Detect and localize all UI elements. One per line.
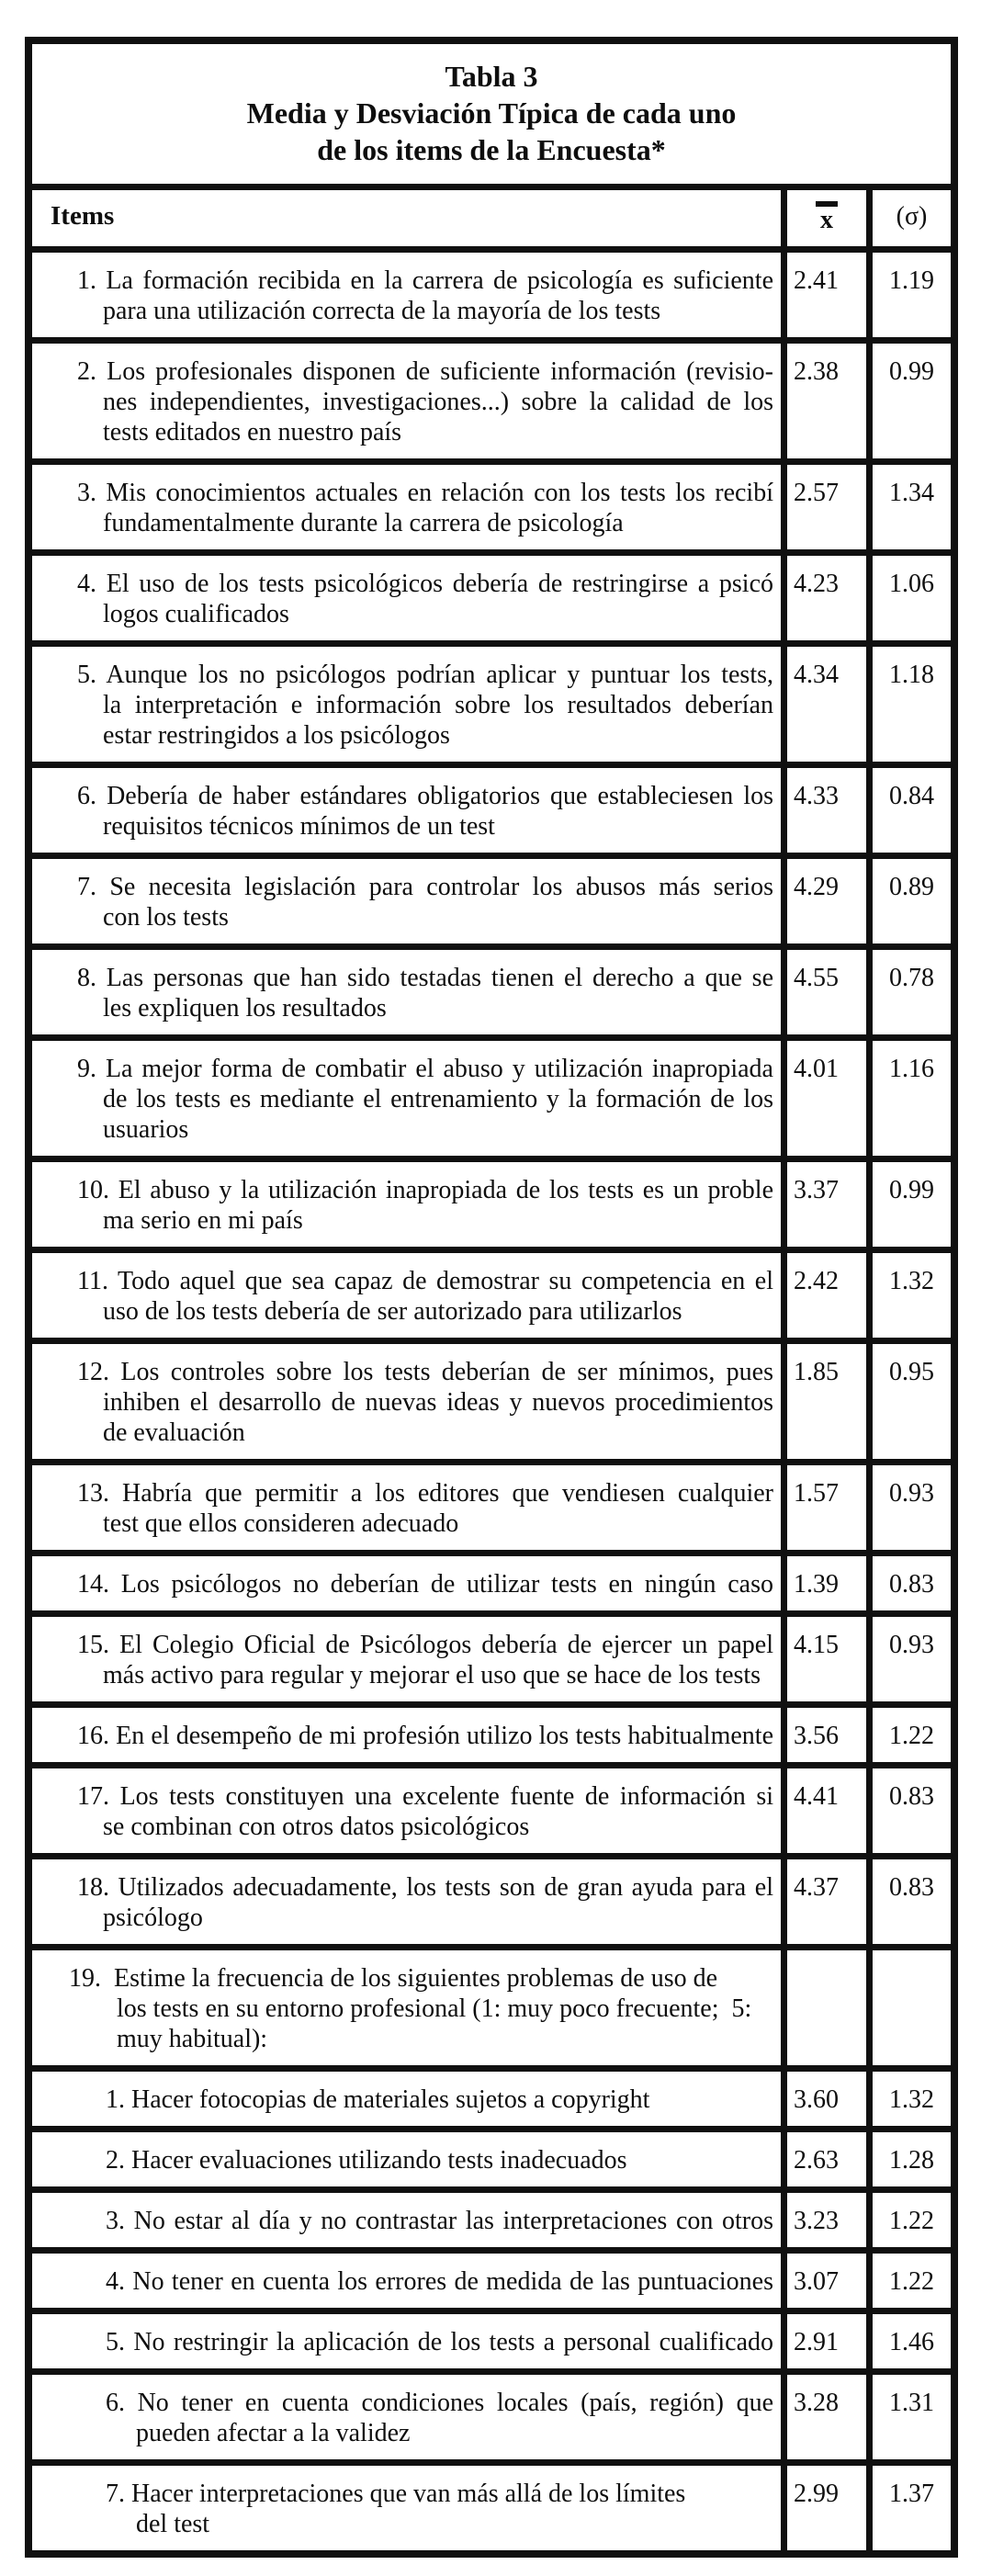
item-line: les expliquen los resultados (103, 994, 387, 1022)
item-line: 14. Los psicólogos no deberían de utilizar tests en ningún caso (77, 1570, 773, 1599)
item-line: tests editados en nuestro país (103, 418, 402, 446)
item-text (32, 1041, 781, 1156)
table-row (32, 1762, 951, 1853)
mean-value: 4.41 (781, 1768, 866, 1853)
item-text (32, 2375, 781, 2459)
item-line: 1. La formación recibida en la carrera de psicología es suficiente (77, 266, 773, 295)
mean-value: 4.37 (781, 1859, 866, 1944)
item-line: 1. Hacer fotocopias de materiales sujetos a copyright (106, 2085, 650, 2114)
item-line: 15. El Colegio Oficial de Psicólogos debería de ejercer un papel (77, 1631, 773, 1659)
item-text (32, 465, 781, 549)
mean-value: 1.57 (781, 1465, 866, 1550)
sd-value: 0.83 (866, 1556, 951, 1610)
item-text (32, 859, 781, 943)
item-line: 5. No restringir la aplicación de los tests a personal cualificado (106, 2328, 773, 2356)
table-row (32, 2459, 951, 2550)
mean-value: 2.99 (781, 2466, 866, 2550)
stats-table (25, 37, 958, 2558)
mean-value: 4.01 (781, 1041, 866, 1156)
item-line: muy habitual): (117, 2025, 268, 2053)
item-text (32, 950, 781, 1034)
column-header-mean (781, 190, 866, 246)
table-row (32, 1247, 951, 1338)
item-line: 4. No tener en cuenta los errores de medida de las puntuaciones (106, 2267, 773, 2296)
mean-value: 4.23 (781, 556, 866, 640)
table-header-row (32, 184, 951, 246)
table-row (32, 2065, 951, 2126)
item-line: con los tests (103, 903, 229, 932)
sd-value: 1.22 (866, 2193, 951, 2247)
item-line: 3. No estar al día y no contrastar las interpretaciones con otros (106, 2207, 773, 2235)
item-text (32, 556, 781, 640)
table-row (32, 2126, 951, 2186)
item-text (32, 344, 781, 458)
table-row (32, 337, 951, 458)
item-line: del test (136, 2510, 210, 2538)
sd-value: 0.83 (866, 1859, 951, 1944)
table-row (32, 640, 951, 762)
table-title-line-3: de los items de la Encuesta* (317, 133, 666, 166)
item-line: 5. Aunque los no psicólogos podrían aplicar y puntuar los tests, (77, 661, 773, 689)
table-row (32, 549, 951, 640)
item-line: estar restringidos a los psicólogos (103, 721, 450, 750)
table-row (32, 1610, 951, 1701)
sd-value: 1.31 (866, 2375, 951, 2459)
item-line: 8. Las personas que han sido testadas tienen el derecho a que se (77, 964, 773, 992)
sd-value: 1.22 (866, 2254, 951, 2308)
table-row (32, 2308, 951, 2368)
item-line: de evaluación (103, 1418, 245, 1447)
item-line: 2. Los profesionales disponen de suficiente información (revisio- (77, 357, 773, 386)
item-text (32, 2193, 781, 2247)
item-line: psicólogo (103, 1904, 203, 1932)
sd-value: 1.32 (866, 1253, 951, 1338)
item-text (32, 1344, 781, 1459)
sd-value: 0.83 (866, 1768, 951, 1853)
item-line: 9. La mejor forma de combatir el abuso y utilización inapropiada (77, 1055, 773, 1083)
mean-value: 3.37 (781, 1162, 866, 1247)
item-text (32, 2072, 781, 2126)
item-text (32, 253, 781, 337)
sd-value: 1.28 (866, 2132, 951, 2186)
item-line: de los tests es mediante el entrenamiento y la formación de los (103, 1085, 773, 1113)
item-line: ma serio en mi país (103, 1206, 303, 1235)
item-line: requisitos técnicos mínimos de un test (103, 812, 495, 841)
mean-value: 1.85 (781, 1344, 866, 1459)
item-text (32, 1859, 781, 1944)
table-row (32, 2247, 951, 2308)
item-text (32, 2254, 781, 2308)
mean-value: 2.91 (781, 2314, 866, 2368)
mean-symbol-xbar: x (816, 201, 838, 232)
item-line: la interpretación e información sobre los resultados deberían (103, 691, 773, 719)
mean-value: 3.23 (781, 2193, 866, 2247)
item-line: inhiben el desarrollo de nuevas ideas y nuevos procedimientos (103, 1388, 773, 1417)
sd-value: 1.46 (866, 2314, 951, 2368)
mean-value: 2.57 (781, 465, 866, 549)
item-line: 10. El abuso y la utilización inapropiada de los tests es un proble (77, 1176, 773, 1204)
mean-value: 4.34 (781, 647, 866, 762)
item-text (32, 1950, 781, 2065)
sd-value: 1.32 (866, 2072, 951, 2126)
sd-value: 1.18 (866, 647, 951, 762)
item-text (32, 2314, 781, 2368)
mean-value: 2.38 (781, 344, 866, 458)
item-line: 18. Utilizados adecuadamente, los tests son de gran ayuda para el (77, 1873, 773, 1902)
table-row (32, 762, 951, 853)
table-rows (32, 246, 951, 2550)
item-line: usuarios (103, 1115, 189, 1144)
item-line: 13. Habría que permitir a los editores que vendiesen cualquier (77, 1479, 773, 1508)
item-line: pueden afectar a la validez (136, 2419, 411, 2447)
item-line: más activo para regular y mejorar el uso que se hace de los tests (103, 1661, 761, 1689)
sd-value: 1.34 (866, 465, 951, 549)
item-line: se combinan con otros datos psicológicos (103, 1813, 530, 1841)
table-row (32, 1701, 951, 1762)
item-line: para una utilización correcta de la mayoría de los tests (103, 297, 661, 325)
mean-value: 2.41 (781, 253, 866, 337)
item-text (32, 1617, 781, 1701)
item-line: uso de los tests debería de ser autorizado para utilizarlos (103, 1297, 682, 1326)
mean-value: 1.39 (781, 1556, 866, 1610)
sd-value: 0.93 (866, 1465, 951, 1550)
item-line: nes independientes, investigaciones...) sobre la calidad de los (103, 388, 773, 416)
item-text (32, 1162, 781, 1247)
sd-value: 1.37 (866, 2466, 951, 2550)
item-line: fundamentalmente durante la carrera de psicología (103, 509, 624, 537)
item-text (32, 1253, 781, 1338)
item-line: 2. Hacer evaluaciones utilizando tests inadecuados (106, 2146, 627, 2175)
sd-value (866, 1950, 951, 2065)
item-line: 12. Los controles sobre los tests deberían de ser mínimos, pues (77, 1358, 773, 1386)
sd-value: 0.84 (866, 768, 951, 853)
mean-value: 3.28 (781, 2375, 866, 2459)
item-text (32, 647, 781, 762)
sigma-symbol: (σ) (896, 202, 928, 231)
table-row (32, 853, 951, 943)
sd-value: 1.16 (866, 1041, 951, 1156)
table-row (32, 1156, 951, 1247)
item-line: 3. Mis conocimientos actuales en relación con los tests los recibí (77, 479, 773, 507)
mean-value: 4.15 (781, 1617, 866, 1701)
sd-value: 1.22 (866, 1708, 951, 1762)
item-line: 16. En el desempeño de mi profesión utilizo los tests habitualmente (77, 1722, 773, 1750)
table-title (32, 44, 951, 184)
table-title-line-2: Media y Desviación Típica de cada uno (246, 96, 737, 130)
mean-value: 2.42 (781, 1253, 866, 1338)
table-title-line-1: Tabla 3 (445, 60, 538, 93)
mean-value: 4.55 (781, 950, 866, 1034)
table-row (32, 2368, 951, 2459)
item-text (32, 768, 781, 853)
item-line: 17. Los tests constituyen una excelente fuente de información si (77, 1782, 773, 1811)
table-row (32, 1034, 951, 1156)
table-row (32, 2186, 951, 2247)
mean-value: 4.29 (781, 859, 866, 943)
sd-value: 0.89 (866, 859, 951, 943)
item-line: 7. Se necesita legislación para controlar los abusos más serios (77, 873, 773, 901)
item-line: 7. Hacer interpretaciones que van más allá de los límites (106, 2480, 686, 2508)
item-line: 6. No tener en cuenta condiciones locales (país, región) que (106, 2389, 773, 2417)
sd-value: 0.78 (866, 950, 951, 1034)
item-line: 4. El uso de los tests psicológicos debería de restringirse a psicó (77, 570, 773, 598)
sd-value: 0.93 (866, 1617, 951, 1701)
item-line: 11. Todo aquel que sea capaz de demostrar su competencia en el (77, 1267, 773, 1295)
item-line: logos cualificados (103, 600, 289, 628)
item-text (32, 2132, 781, 2186)
mean-value: 4.33 (781, 768, 866, 853)
item-text (32, 1465, 781, 1550)
table-row (32, 1944, 951, 2065)
column-header-items: Items (51, 201, 115, 231)
mean-value: 3.07 (781, 2254, 866, 2308)
table-row (32, 1459, 951, 1550)
mean-value: 3.56 (781, 1708, 866, 1762)
table-row (32, 1853, 951, 1944)
table-row (32, 246, 951, 337)
item-line: 19. Estime la frecuencia de los siguientes problemas de uso de (69, 1964, 718, 1993)
sd-value: 1.19 (866, 253, 951, 337)
table-row (32, 1338, 951, 1459)
item-line: test que ellos consideren adecuado (103, 1509, 459, 1538)
sd-value: 1.06 (866, 556, 951, 640)
sd-value: 0.99 (866, 1162, 951, 1247)
mean-value: 2.63 (781, 2132, 866, 2186)
sd-value: 0.95 (866, 1344, 951, 1459)
item-line: los tests en su entorno profesional (1: muy poco frecuente; 5: (117, 1994, 752, 2023)
sd-value: 0.99 (866, 344, 951, 458)
table-row (32, 1550, 951, 1610)
mean-value (781, 1950, 866, 2065)
item-line: 6. Debería de haber estándares obligatorios que estableciesen los (77, 782, 773, 810)
item-text (32, 1556, 781, 1610)
table-row (32, 943, 951, 1034)
table-row (32, 458, 951, 549)
item-text (32, 2466, 781, 2550)
item-text (32, 1768, 781, 1853)
column-header-sd (866, 190, 951, 246)
mean-value: 3.60 (781, 2072, 866, 2126)
item-text (32, 1708, 781, 1762)
